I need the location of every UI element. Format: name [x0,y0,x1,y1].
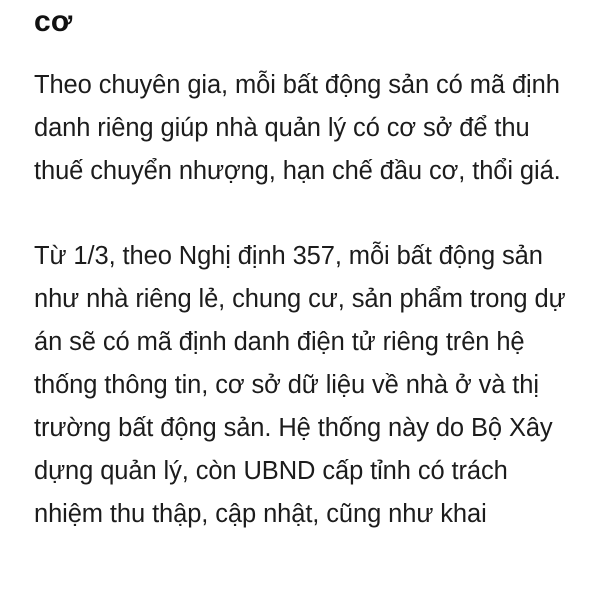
article-paragraph: Từ 1/3, theo Nghị định 357, mỗi bất động sản như nhà riêng lẻ, chung cư, sản phẩm trong dự án sẽ có mã định danh điện tử riêng trên hệ thống thông tin, cơ sở dữ liệu về nhà ở và thị trường bất động sản. Hệ thống này do Bộ Xây dựng quản lý, còn UBND cấp tỉnh có trách nhiệm thu thập, cập nhật, cũng như khai [34,242,566,528]
article-paragraph: Theo chuyên gia, mỗi bất động sản có mã định danh riêng giúp nhà quản lý có cơ sở để thu thuế chuyển nhượng, hạn chế đầu cơ, thổi giá. [34,71,561,185]
page-title: cơ [34,5,73,38]
